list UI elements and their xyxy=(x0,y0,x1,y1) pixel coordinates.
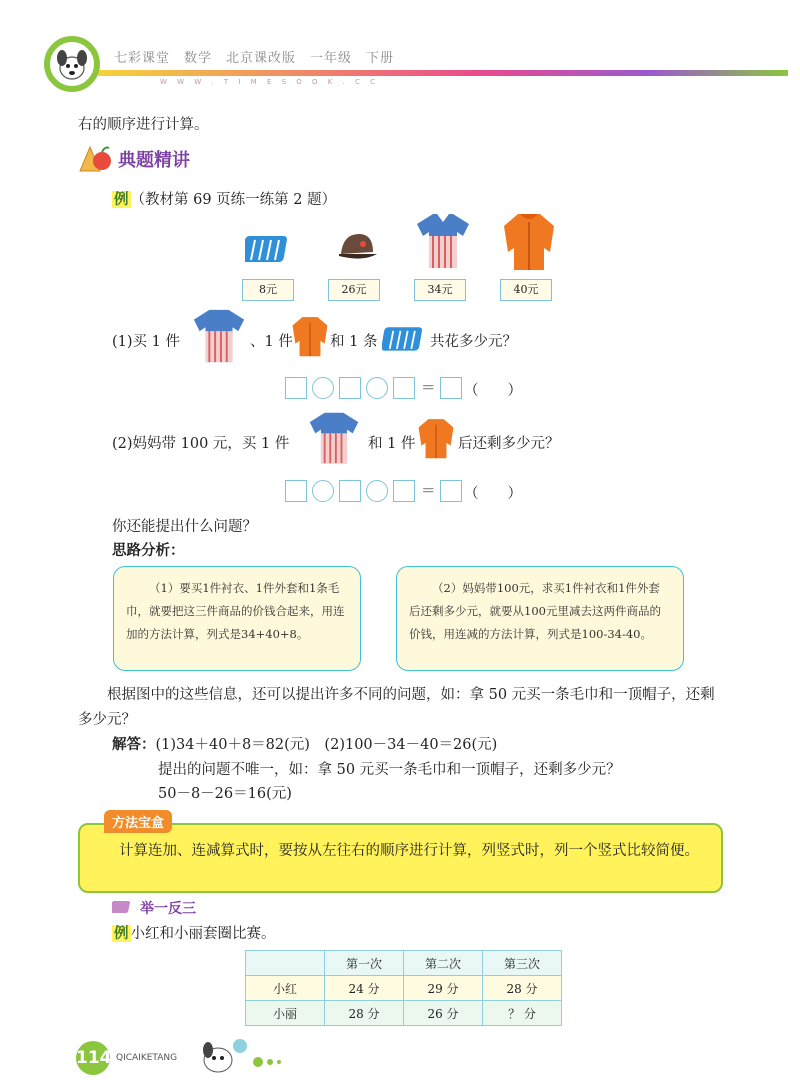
analysis-title: 思路分析： xyxy=(112,543,185,559)
operator-circle[interactable] xyxy=(312,377,334,399)
equals-sign: ＝ xyxy=(421,381,436,397)
table-header-cell: 第三次 xyxy=(483,951,562,976)
example-line xyxy=(112,188,336,209)
info-paragraph: 根据图中的这些信息，还可以提出许多不同的问题，如：拿 50 元买一条毛巾和一顶帽子，还剩多少元？ xyxy=(78,687,715,728)
answer-blank[interactable] xyxy=(285,480,307,502)
score-table xyxy=(245,950,562,1026)
practice-line xyxy=(112,922,276,943)
table-cell: 26 分 xyxy=(404,1001,483,1026)
analysis-callout-2: （2）妈妈带100元，求买1件衬衣和1件外套后还剩多少元，就要从100元里减去这两件商品的价钱，用连减的方法计算，列式是100-34-40。 xyxy=(396,566,684,671)
apple-icon xyxy=(76,143,116,177)
answer-line-1 xyxy=(112,733,497,754)
table-header-cell xyxy=(246,951,325,976)
practice-icon xyxy=(112,898,134,920)
q1-post: 共花多少元？ xyxy=(430,334,517,350)
price-box: 40元 xyxy=(500,279,552,301)
footer-brand: QICAIKETANG xyxy=(116,1053,178,1063)
answer-blank[interactable] xyxy=(393,377,415,399)
jacket-icon xyxy=(498,208,560,278)
shirt-icon xyxy=(413,210,473,276)
header-rainbow-bar xyxy=(98,70,788,76)
operator-circle[interactable] xyxy=(312,480,334,502)
section-title: 典题精讲 xyxy=(118,150,190,171)
intro-line: 右的顺序进行计算。 xyxy=(78,117,209,133)
q1-mid2: 和 1 条 xyxy=(330,334,378,350)
method-tag: 方法宝盒 xyxy=(104,810,172,833)
table-cell: 29 分 xyxy=(404,976,483,1001)
dog-mascot-icon xyxy=(196,1036,286,1080)
q2-post: 后还剩多少元？ xyxy=(458,436,560,452)
equals-sign: ＝ xyxy=(421,484,436,500)
table-header-cell: 第二次 xyxy=(404,951,483,976)
shirt-icon xyxy=(306,408,362,472)
price-box: 8元 xyxy=(242,279,294,301)
answer-blank[interactable] xyxy=(339,377,361,399)
price-box: 26元 xyxy=(328,279,380,301)
cap-icon xyxy=(333,226,383,270)
practice-title: 举一反三 xyxy=(140,901,196,917)
table-row xyxy=(246,976,562,1001)
answer-blank[interactable] xyxy=(285,377,307,399)
unit-paren: （ ） xyxy=(464,383,522,399)
page-number: 114 xyxy=(76,1041,110,1075)
answer-text-1: (1)34＋40＋8＝82(元) (2)100－34－40＝26(元) xyxy=(155,737,498,753)
dog-mascot-icon xyxy=(44,36,100,92)
jacket-icon xyxy=(414,415,458,465)
method-box xyxy=(78,823,723,893)
example-source: （教材第 69 页练一练第 2 题） xyxy=(130,192,337,208)
q2-pre: (2)妈妈带 100 元，买 1 件 xyxy=(112,436,290,452)
header-title: 七彩课堂 数学 北京课改版 一年级 下册 xyxy=(114,51,395,66)
example-label: 例 xyxy=(114,191,129,208)
unit-paren: （ ） xyxy=(464,486,522,502)
table-cell: 28 分 xyxy=(483,976,562,1001)
price-box: 34元 xyxy=(414,279,466,301)
answer-line-2: 提出的问题不唯一，如：拿 50 元买一条毛巾和一顶帽子，还剩多少元？ xyxy=(158,762,621,778)
jacket-icon xyxy=(288,313,332,363)
follow-question: 你还能提出什么问题？ xyxy=(112,519,257,535)
q1-pre: (1)买 1 件 xyxy=(112,334,180,350)
operator-circle[interactable] xyxy=(366,480,388,502)
answer-blank[interactable] xyxy=(393,480,415,502)
q2-mid: 和 1 件 xyxy=(368,436,416,452)
answer-blank[interactable] xyxy=(339,480,361,502)
table-cell: 28 分 xyxy=(325,1001,404,1026)
practice-label: 例 xyxy=(114,925,129,942)
answer-label: 解答： xyxy=(112,737,156,753)
method-text: 计算连加、连减算式时，要按从左往右的顺序进行计算，列竖式时，列一个竖式比较简便。 xyxy=(119,843,699,859)
towel-icon xyxy=(382,320,428,360)
table-cell: 小红 xyxy=(246,976,325,1001)
table-cell: 小丽 xyxy=(246,1001,325,1026)
table-header-cell: 第一次 xyxy=(325,951,404,976)
table-cell: 24 分 xyxy=(325,976,404,1001)
answer-blank[interactable] xyxy=(440,377,462,399)
table-cell: ？ 分 xyxy=(483,1001,562,1026)
towel-icon xyxy=(245,228,291,272)
table-header-row xyxy=(246,951,562,976)
shirt-icon xyxy=(190,305,248,371)
operator-circle[interactable] xyxy=(366,377,388,399)
practice-text: 小红和小丽套圈比赛。 xyxy=(130,926,276,942)
q1-mid1: 、1 件 xyxy=(250,334,293,350)
answer-line-3: 50－8－26＝16(元) xyxy=(158,786,292,802)
table-row xyxy=(246,1001,562,1026)
analysis-callout-1: （1）要买1件衬衣、1件外套和1条毛巾，就要把这三件商品的价钱合起来，用连加的方法计算，列式是34+40+8。 xyxy=(113,566,361,671)
answer-blank[interactable] xyxy=(440,480,462,502)
header-url: W W W . T I M E S O O K . C C xyxy=(160,78,379,86)
